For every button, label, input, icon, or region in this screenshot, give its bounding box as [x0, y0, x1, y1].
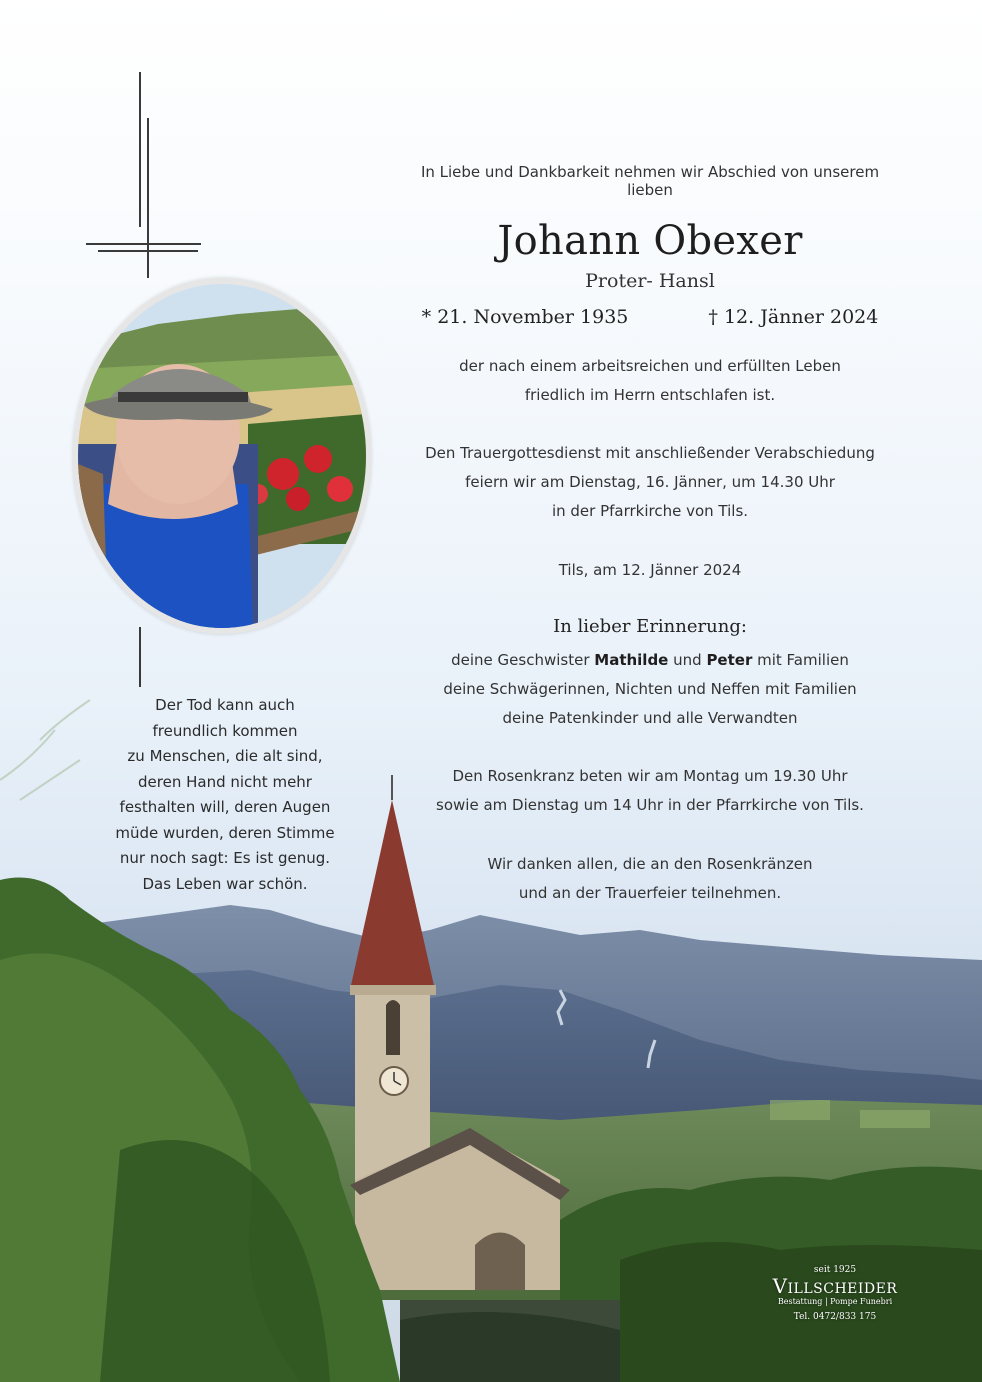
life-dates	[400, 306, 900, 328]
death-date: † 12. Jänner 2024	[708, 306, 879, 328]
poem	[110, 693, 340, 897]
text-line: Wir danken allen, die an den Rosenkränzen	[487, 855, 813, 873]
paragraph-funeral	[400, 439, 900, 526]
text-line: feiern wir am Dienstag, 16. Jänner, um 14.30 Uhr	[465, 473, 835, 491]
paragraph-rosary	[400, 762, 900, 820]
text-line: deine Schwägerinnen, Nichten und Neffen mit Familien	[443, 680, 857, 698]
poem-line: Das Leben war schön.	[142, 874, 308, 893]
logo-phone: Tel. 0472/833 175	[793, 1312, 877, 1322]
text-line: Den Trauergottesdienst mit anschließender Verabschiedung	[425, 444, 875, 462]
logo-brand: Villscheider	[772, 1274, 898, 1298]
paragraph-life	[400, 352, 900, 410]
sibling-name: Peter	[706, 651, 753, 669]
text-fragment: und	[668, 651, 707, 669]
text-line: der nach einem arbeitsreichen und erfüllten Leben	[459, 357, 841, 375]
place-date: Tils, am 12. Jänner 2024	[558, 561, 742, 579]
poem-line: müde wurden, deren Stimme	[115, 823, 335, 842]
text-line: und an der Trauerfeier teilnehmen.	[518, 884, 782, 902]
poem-line: deren Hand nicht mehr	[138, 772, 312, 791]
text-line: friedlich im Herrn entschlafen ist.	[524, 386, 776, 404]
poem-line: freundlich kommen	[152, 721, 298, 740]
text-line: sowie am Dienstag um 14 Uhr in der Pfarrkirche von Tils.	[436, 796, 864, 814]
memory-title: In lieber Erinnerung:	[553, 616, 747, 637]
text-line: Den Rosenkranz beten wir am Montag um 19.30 Uhr	[452, 767, 848, 785]
deceased-nickname: Proter- Hansl	[585, 270, 715, 292]
sibling-name: Mathilde	[594, 651, 669, 669]
deceased-name: Johann Obexer	[497, 218, 803, 264]
text-line	[400, 646, 900, 675]
poem-line: festhalten will, deren Augen	[119, 798, 331, 816]
text-line: deine Patenkinder und alle Verwandten	[502, 709, 798, 727]
poem-line: nur noch sagt: Es ist genug.	[119, 849, 331, 867]
paragraph-family	[400, 646, 900, 733]
paragraph-thanks	[400, 850, 900, 908]
poem-line: zu Menschen, die alt sind,	[127, 747, 323, 765]
portrait-photo	[78, 284, 366, 628]
text-line: in der Pfarrkirche von Tils.	[551, 502, 749, 520]
funeral-home-logo	[760, 1265, 910, 1322]
intro-text: In Liebe und Dankbarkeit nehmen wir Abschied von unserem lieben	[420, 163, 880, 199]
logo-subtitle: Bestattung | Pompe Funebri	[777, 1297, 893, 1306]
text-fragment: deine Geschwister	[451, 651, 595, 669]
birth-date: * 21. November 1935	[421, 306, 629, 328]
text-fragment: mit Familien	[752, 651, 849, 669]
poem-line: Der Tod kann auch	[155, 696, 295, 714]
logo-since: seit 1925	[813, 1265, 857, 1275]
